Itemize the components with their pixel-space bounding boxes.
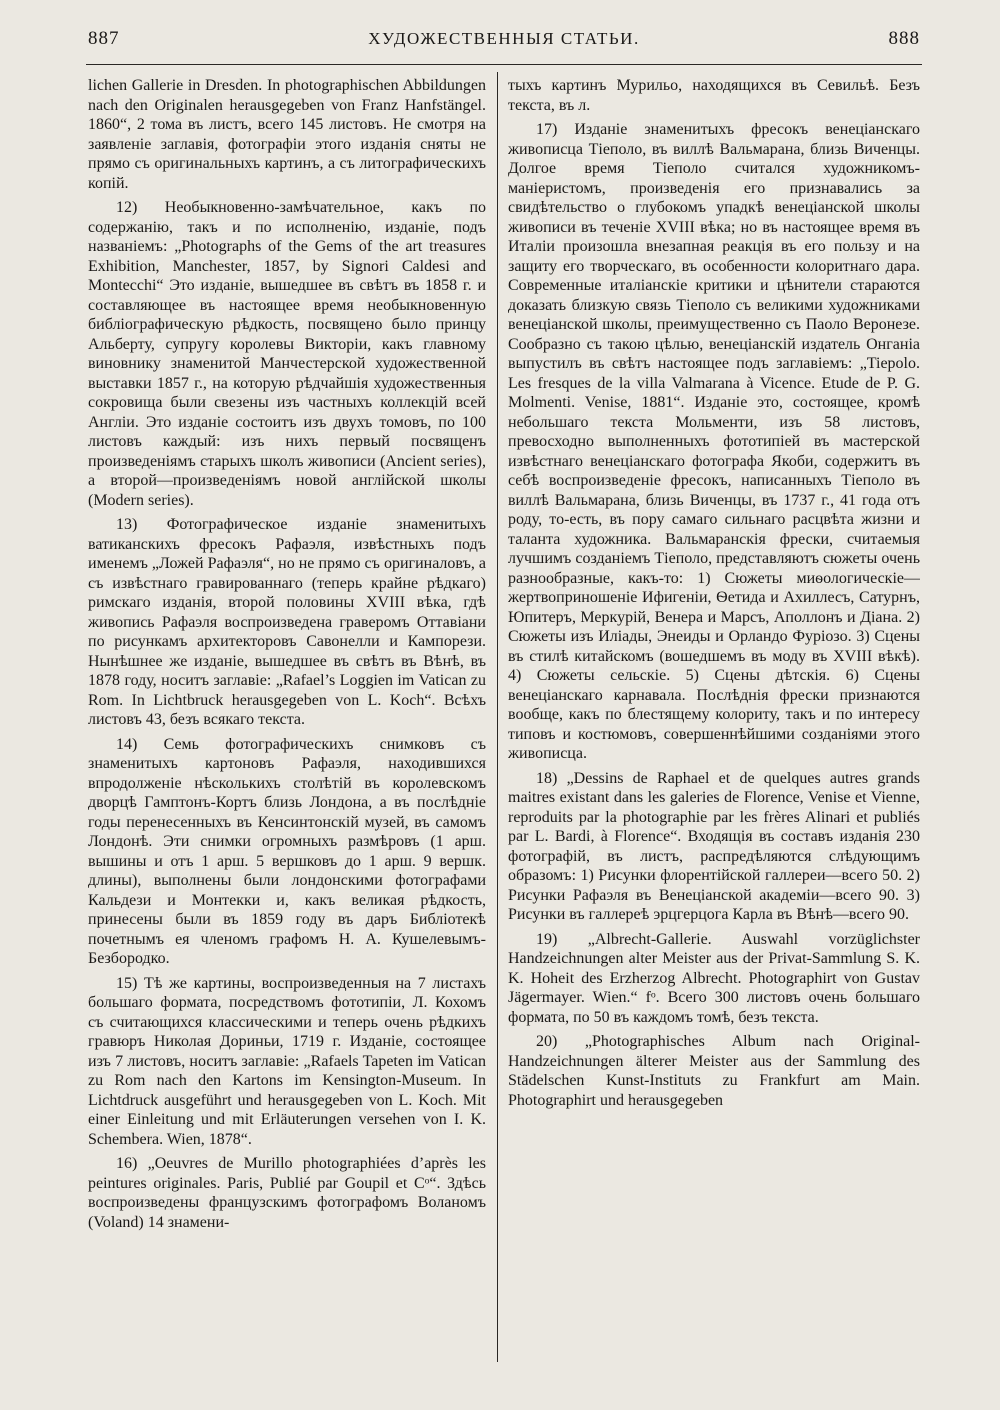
paragraph: 20) „Photographisches Album nach Original-Handzeichnungen älterer Meister aus der Sammlung des Städelschen Kunst-Instituts zu Frankfurt am Main. Photographirt und herausgegeben bbox=[508, 1033, 920, 1109]
right-column bbox=[508, 76, 920, 1366]
paragraph: 12) Необыкновенно-замѣчательное, какъ по содержанію, такъ и по исполненію, изданіе, подъ названіемъ: „Photographs of the Gems of the art treasures Exhibition, Manchester, 1857, by Signori Caldesi and Montecchi“ Это изданіе, вышедшее въ свѣтъ въ 1858 г. и составляющее въ настоящее время необыкновенную библіографическую рѣдкость, посвящено было принцу Альберту, супругу королевы Викторіи, какъ главному виновнику знаменитой Манчестерской художественной выставки 1857 г., на которую рѣдчайшія художественныя сокровища были свезены изъ частныхъ коллекцій всей Англіи. Это изданіе состоитъ изъ двухъ томовъ, по 100 листовъ каждый: изъ нихъ первый посвященъ произведеніямъ старыхъ школъ живописи (Ancient series), а второй—произведеніямъ новой англійской школы (Modern series). bbox=[88, 199, 486, 509]
paragraph: 15) Тѣ же картины, воспроизведенныя на 7 листахъ большаго формата, посредствомъ фототипіи, Л. Кохомъ съ считающихся классическими и теперь очень рѣдкихъ гравюръ Николая Дориньи, 1719 г. Изданіе, состоящее изъ 7 листовъ, носитъ заглавіе: „Rafaels Tapeten im Vatican zu Rom nach den Kartons im Kensington-Museum. In Lichtdruck ausgeführt und herausgegeben von L. Koch. Mit einer Einleitung und mit Erläuterungen versehen von I. K. Schembera. Wien, 1878“. bbox=[88, 974, 486, 1148]
page-number-right: 888 bbox=[888, 28, 920, 49]
paragraph: 18) „Dessins de Raphael et de quelques autres grands maitres existant dans les galeries de Florence, Venise et Vienne, reproduits par la photographie par les frères Alinari et publiés par L. Bardi, à Florence“. Входящія въ составъ изданія 230 фотографій, въ листъ, распредѣляются слѣдующимъ образомъ: 1) Рисунки флорентійской галлереи—всего 50. 2) Рисунки Рафаэля въ Венеціанской академіи—всего 90. 3) Рисунки въ галлереѣ эрцгерцога Карла въ Вѣнѣ—всего 90. bbox=[508, 769, 920, 923]
running-header bbox=[88, 28, 920, 58]
paragraph: lichen Gallerie in Dresden. In photographischen Abbildungen nach den Originalen herausgegeben von Franz Hanfstängel. 1860“, 2 тома въ листъ, всего 145 листовъ. Не смотря на заявленіе заглавія, фотографіи этого изданія сняты не прямо съ оригинальныхъ картинъ, а съ литографическихъ копій. bbox=[88, 77, 486, 192]
page-number-left: 887 bbox=[88, 28, 120, 49]
paragraph: 16) „Oeuvres de Murillo photographiées d’après les peintures originales. Paris, Publié par Goupil et Cᵒ“. Здѣсь воспроизведены французскимъ фотографомъ Воланомъ (Voland) 14 знамени- bbox=[88, 1155, 486, 1231]
paragraph: тыхъ картинъ Мурильо, находящихся въ Севильѣ. Безъ текста, въ л. bbox=[508, 77, 920, 114]
paragraph: 17) Изданіе знаменитыхъ фресокъ венеціанскаго живописца Тіеполо, въ виллѣ Вальмарана, близь Виченцы. Долгое время Тіеполо считался художникомъ-маніеристомъ, произведенія его признавались за свидѣтельство о глубокомъ упадкѣ венеціанской школы живописи въ теченіе XVIII вѣка; но въ настоящее время въ Италіи произошла внезапная реакція въ его пользу и на защиту его творческаго, въ особенности колоритнаго дара. Современные италіанскіе критики и цѣнители стараются доказать близкую связь Тіеполо съ великими художниками венеціанской школы, преимущественно съ Паоло Веронезе. Сообразно съ такою цѣлью, венеціанскій издатель Онганіа выпустилъ въ свѣтъ настоящее подъ заглавіемъ: „Tiepolo. Les fresques de la villa Valmarana à Vicence. Etude de P. G. Molmenti. Venise, 1881“. Изданіе это, состоящее, кромѣ небольшаго текста Мольменти, изъ 58 листовъ, превосходно выполненныхъ фототипіей въ мастерской извѣстнаго венеціанскаго фотографа Якоби, содержитъ въ себѣ воспроизведеніе фресокъ, написанныхъ Тіеполо въ виллѣ Вальмарана, близь Виченцы, въ 1737 г., 41 года отъ роду, то-есть, въ пору самаго сильнаго расцвѣта жизни и таланта художника. Вальмаранскія фрески, считаемыя лучшимъ созданіемъ Тіеполо, представляютъ сюжеты очень разнообразные, какъ-то: 1) Сюжеты миѳологическіе—жертвоприношеніе Ифигеніи, Ѳетида и Ахиллесъ, Сатурнъ, Юпитеръ, Меркурій, Венера и Марсъ, Аполлонъ и Діана. 2) Сюжеты изъ Иліады, Энеиды и Орландо Фуріозо. 3) Сцены въ стилѣ китайскомъ (вошедшемъ въ моду въ XVIII вѣкѣ). 4) Сюжеты сельскіе. 5) Сцены дѣтскія. 6) Сцены венеціанскаго карнавала. Послѣднія фрески признаются вообще, какъ по блестящему колориту, такъ и по интересу типовъ и костюмовъ, совершеннѣйшими созданіями этого живописца. bbox=[508, 121, 920, 762]
paragraph: 14) Семь фотографическихъ снимковъ съ знаменитыхъ картоновъ Рафаэля, находившихся впродолженіе нѣсколькихъ столѣтій въ королевскомъ дворцѣ Гамптонъ-Кортъ близь Лондона, а въ послѣдніе годы перенесенныхъ въ Кенсинтонскій музей, въ самомъ Лондонѣ. Эти снимки огромныхъ размѣровъ (1 арш. вышины и отъ 1 арш. 5 вершковъ до 1 арш. 9 вершк. длины), выполнены были лондонскими фотографами Кальдези и Монтекки и, какъ великая рѣдкость, принесены были въ 1859 году въ даръ Библіотекѣ почетнымъ ея членомъ графомъ Н. А. Кушелевымъ-Безбородко. bbox=[88, 735, 486, 967]
page-title: ХУДОЖЕСТВЕННЫЯ СТАТЬИ. bbox=[368, 29, 640, 48]
column-divider bbox=[497, 72, 498, 1362]
paragraph: 13) Фотографическое изданіе знаменитыхъ ватиканскихъ фресокъ Рафаэля, извѣстныхъ подъ именемъ „Ложей Рафаэля“, но не прямо съ оригиналовъ, а съ извѣстнаго гравированнаго (теперь крайне рѣдкаго) римскаго изданія, второй половины XVIII вѣка, гдѣ живопись Рафаэля воспроизведена граверомъ Оттавіани по рисункамъ архитекторовъ Савонелли и Кампорези. Нынѣшнее же изданіе, вышедшее въ свѣтъ въ Вѣнѣ, въ 1878 году, носитъ заглавіе: „Rafael’s Loggien im Vatican zu Rom. In Lichtbruck herausgegeben von L. Koch“. Всѣхъ листовъ 43, безъ всякаго текста. bbox=[88, 516, 486, 728]
header-rule bbox=[86, 64, 922, 65]
paragraph: 19) „Albrecht-Gallerie. Auswahl vorzüglichster Handzeichnungen alter Meister aus der Privat-Sammlung S. K. K. Hoheit des Erzherzog Albrecht. Photographirt von Gustav Jägermayer. Wien.“ fᵒ. Всего 300 листовъ очень большаго формата, по 50 въ каждомъ томѣ, безъ текста. bbox=[508, 930, 920, 1026]
left-column bbox=[88, 76, 486, 1348]
